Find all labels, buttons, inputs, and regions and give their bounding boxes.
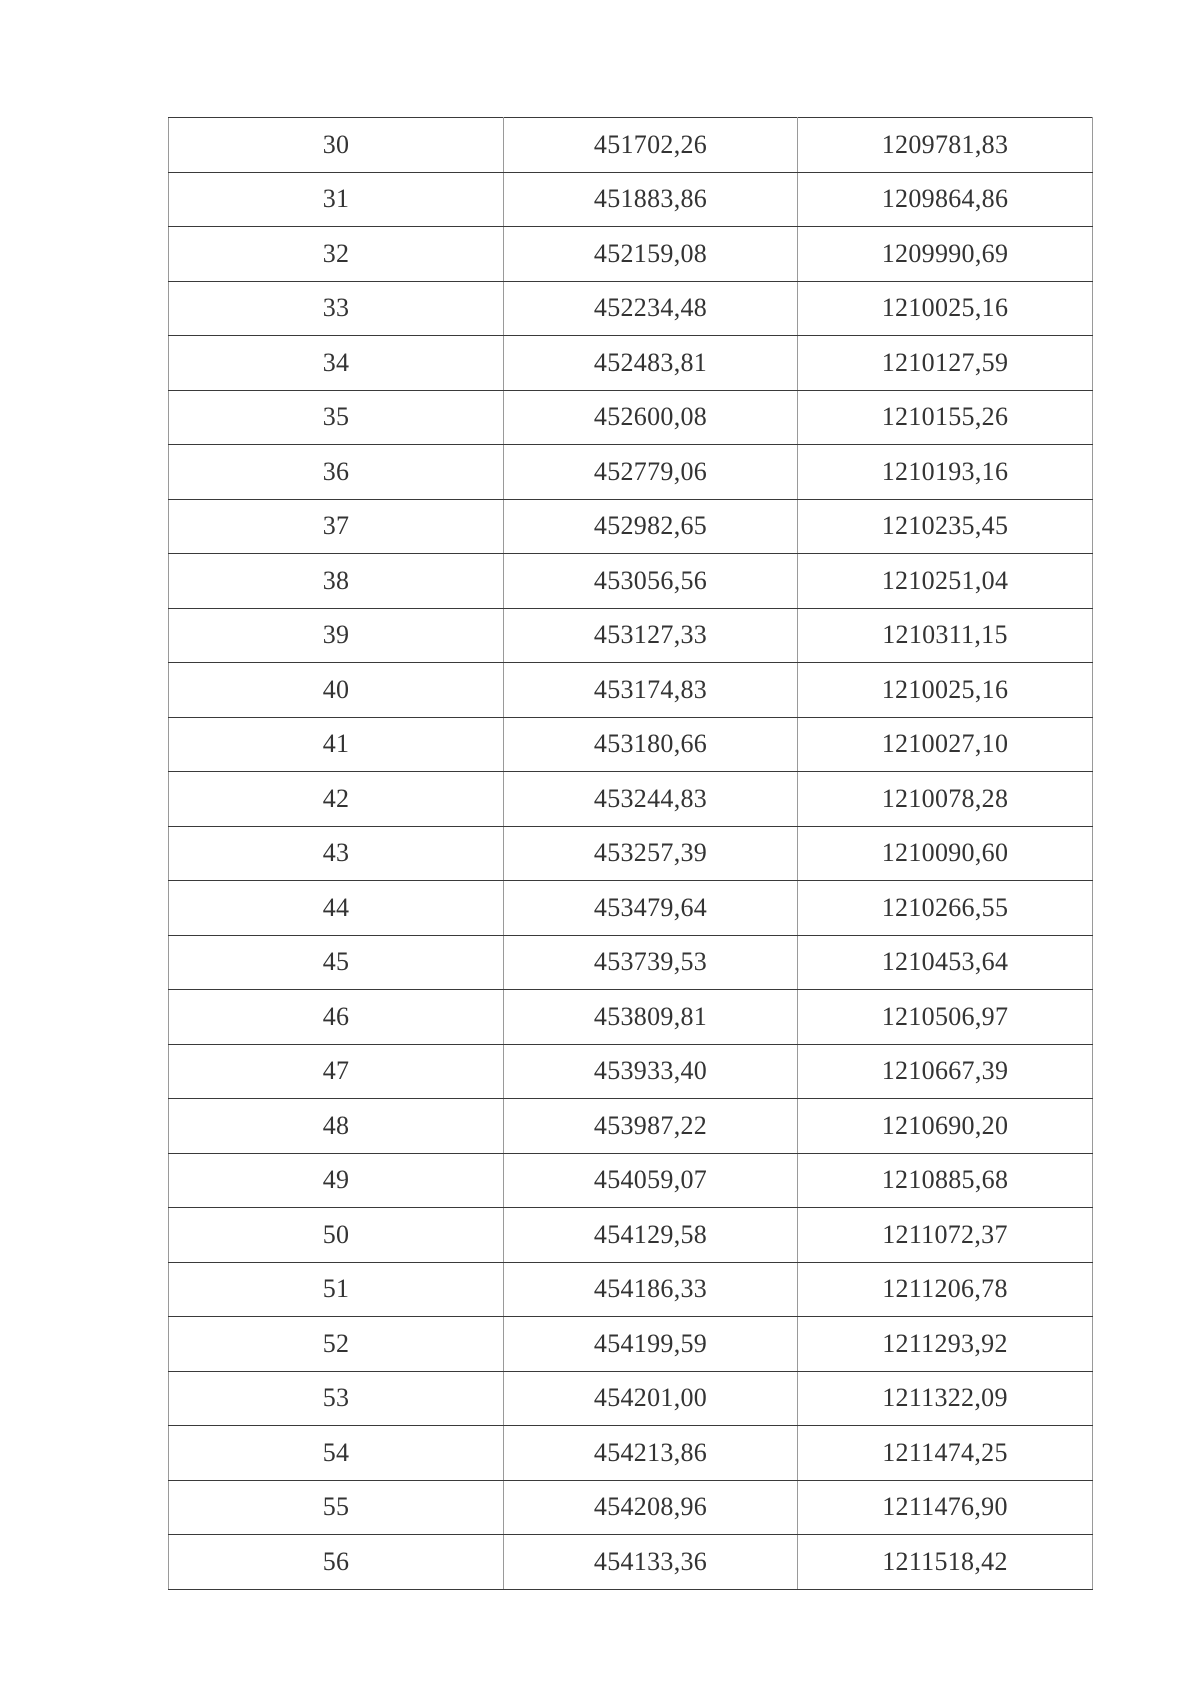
point-number-cell: 31: [169, 172, 504, 227]
x-coordinate-cell: 452779,06: [504, 445, 798, 500]
coordinates-table-body: [169, 118, 1093, 1590]
x-coordinate-cell: 453174,83: [504, 663, 798, 718]
table-row: [169, 118, 1093, 173]
x-coordinate-cell: 454133,36: [504, 1535, 798, 1590]
table-row: [169, 1099, 1093, 1154]
x-coordinate-cell: 453809,81: [504, 990, 798, 1045]
point-number-cell: 51: [169, 1262, 504, 1317]
x-coordinate-cell: 454213,86: [504, 1426, 798, 1481]
x-coordinate-cell: 453244,83: [504, 772, 798, 827]
y-coordinate-cell: 1210311,15: [798, 608, 1093, 663]
y-coordinate-cell: 1210885,68: [798, 1153, 1093, 1208]
x-coordinate-cell: 452483,81: [504, 336, 798, 391]
point-number-cell: 45: [169, 935, 504, 990]
y-coordinate-cell: 1210453,64: [798, 935, 1093, 990]
point-number-cell: 56: [169, 1535, 504, 1590]
table-row: [169, 935, 1093, 990]
x-coordinate-cell: 453739,53: [504, 935, 798, 990]
table-row: [169, 1208, 1093, 1263]
point-number-cell: 55: [169, 1480, 504, 1535]
table-row: [169, 717, 1093, 772]
x-coordinate-cell: 453127,33: [504, 608, 798, 663]
y-coordinate-cell: 1211072,37: [798, 1208, 1093, 1263]
point-number-cell: 53: [169, 1371, 504, 1426]
y-coordinate-cell: 1210025,16: [798, 663, 1093, 718]
point-number-cell: 42: [169, 772, 504, 827]
point-number-cell: 33: [169, 281, 504, 336]
y-coordinate-cell: 1210266,55: [798, 881, 1093, 936]
point-number-cell: 54: [169, 1426, 504, 1481]
point-number-cell: 32: [169, 227, 504, 282]
table-row: [169, 772, 1093, 827]
y-coordinate-cell: 1209781,83: [798, 118, 1093, 173]
x-coordinate-cell: 454186,33: [504, 1262, 798, 1317]
x-coordinate-cell: 452600,08: [504, 390, 798, 445]
y-coordinate-cell: 1211518,42: [798, 1535, 1093, 1590]
point-number-cell: 47: [169, 1044, 504, 1099]
x-coordinate-cell: 453056,56: [504, 554, 798, 609]
point-number-cell: 36: [169, 445, 504, 500]
table-row: [169, 1044, 1093, 1099]
point-number-cell: 50: [169, 1208, 504, 1263]
table-row: [169, 1153, 1093, 1208]
y-coordinate-cell: 1210193,16: [798, 445, 1093, 500]
coordinates-table: [168, 117, 1093, 1590]
table-row: [169, 1371, 1093, 1426]
table-row: [169, 1480, 1093, 1535]
point-number-cell: 48: [169, 1099, 504, 1154]
x-coordinate-cell: 452982,65: [504, 499, 798, 554]
point-number-cell: 46: [169, 990, 504, 1045]
y-coordinate-cell: 1211293,92: [798, 1317, 1093, 1372]
table-row: [169, 1535, 1093, 1590]
y-coordinate-cell: 1211206,78: [798, 1262, 1093, 1317]
y-coordinate-cell: 1210506,97: [798, 990, 1093, 1045]
y-coordinate-cell: 1210090,60: [798, 826, 1093, 881]
point-number-cell: 41: [169, 717, 504, 772]
y-coordinate-cell: 1210027,10: [798, 717, 1093, 772]
y-coordinate-cell: 1210025,16: [798, 281, 1093, 336]
table-row: [169, 826, 1093, 881]
x-coordinate-cell: 453180,66: [504, 717, 798, 772]
y-coordinate-cell: 1210690,20: [798, 1099, 1093, 1154]
x-coordinate-cell: 451702,26: [504, 118, 798, 173]
x-coordinate-cell: 453987,22: [504, 1099, 798, 1154]
x-coordinate-cell: 452234,48: [504, 281, 798, 336]
point-number-cell: 35: [169, 390, 504, 445]
x-coordinate-cell: 451883,86: [504, 172, 798, 227]
y-coordinate-cell: 1211474,25: [798, 1426, 1093, 1481]
y-coordinate-cell: 1209864,86: [798, 172, 1093, 227]
x-coordinate-cell: 453479,64: [504, 881, 798, 936]
table-row: [169, 881, 1093, 936]
table-row: [169, 227, 1093, 282]
y-coordinate-cell: 1211476,90: [798, 1480, 1093, 1535]
x-coordinate-cell: 454208,96: [504, 1480, 798, 1535]
table-row: [169, 990, 1093, 1045]
table-row: [169, 554, 1093, 609]
point-number-cell: 30: [169, 118, 504, 173]
table-row: [169, 172, 1093, 227]
y-coordinate-cell: 1210667,39: [798, 1044, 1093, 1099]
point-number-cell: 37: [169, 499, 504, 554]
y-coordinate-cell: 1210235,45: [798, 499, 1093, 554]
y-coordinate-cell: 1210127,59: [798, 336, 1093, 391]
x-coordinate-cell: 454059,07: [504, 1153, 798, 1208]
table-row: [169, 608, 1093, 663]
point-number-cell: 52: [169, 1317, 504, 1372]
point-number-cell: 44: [169, 881, 504, 936]
x-coordinate-cell: 454201,00: [504, 1371, 798, 1426]
table-row: [169, 499, 1093, 554]
point-number-cell: 49: [169, 1153, 504, 1208]
table-row: [169, 390, 1093, 445]
y-coordinate-cell: 1210251,04: [798, 554, 1093, 609]
point-number-cell: 39: [169, 608, 504, 663]
table-row: [169, 663, 1093, 718]
point-number-cell: 40: [169, 663, 504, 718]
table-row: [169, 336, 1093, 391]
x-coordinate-cell: 454129,58: [504, 1208, 798, 1263]
y-coordinate-cell: 1211322,09: [798, 1371, 1093, 1426]
y-coordinate-cell: 1210078,28: [798, 772, 1093, 827]
y-coordinate-cell: 1209990,69: [798, 227, 1093, 282]
table-row: [169, 445, 1093, 500]
x-coordinate-cell: 452159,08: [504, 227, 798, 282]
table-row: [169, 1262, 1093, 1317]
point-number-cell: 34: [169, 336, 504, 391]
y-coordinate-cell: 1210155,26: [798, 390, 1093, 445]
table-row: [169, 1317, 1093, 1372]
table-row: [169, 1426, 1093, 1481]
point-number-cell: 38: [169, 554, 504, 609]
x-coordinate-cell: 453257,39: [504, 826, 798, 881]
point-number-cell: 43: [169, 826, 504, 881]
x-coordinate-cell: 454199,59: [504, 1317, 798, 1372]
table-row: [169, 281, 1093, 336]
x-coordinate-cell: 453933,40: [504, 1044, 798, 1099]
